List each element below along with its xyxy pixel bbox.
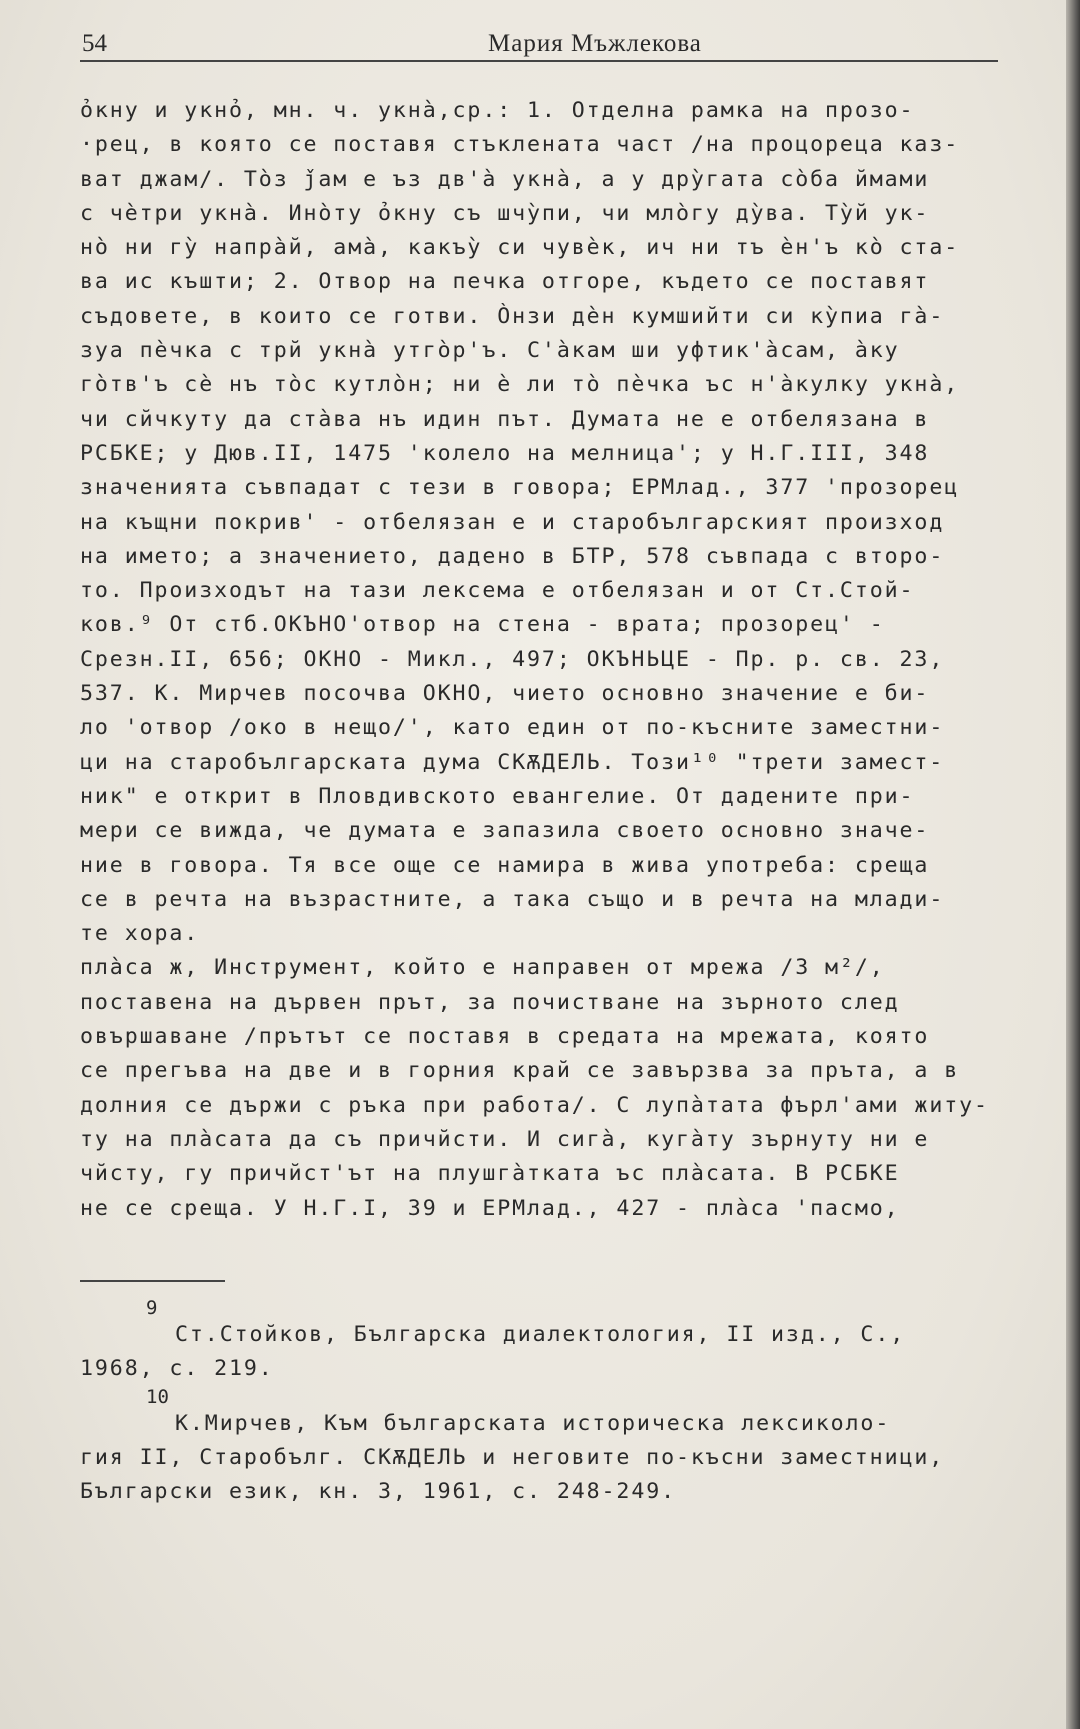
text-line: се в речта на възрастните, а така също и в речта на млади-: [80, 886, 945, 912]
running-title: Мария Мъжлекова: [488, 30, 702, 57]
text-line: ват джам/. Тòз ǰам е ъз дв'à укнà, а у дрỳгата сòба ймами: [80, 166, 930, 192]
text-line: плàса ж, Инструмент, който е направен от мрежа /3 м²/,: [80, 955, 885, 981]
page-header: [80, 26, 998, 62]
text-line: на името; а значението, дадено в БТР, 578 съвпада с второ-: [80, 543, 945, 569]
footnotes: [80, 1298, 1015, 1509]
text-line: то. Произходът на тази лексема е отбелязан и от Ст.Стой-: [80, 578, 915, 604]
text-line: ва ис къшти; 2. Отвор на печка отгоре, където се поставят: [80, 269, 930, 295]
text-line: гòтв'ъ сè нъ тòс кутлòн; ни è ли тò пèчка ъс н'àкулку укнà,: [80, 372, 960, 398]
footnote-line: гия II, Старобълг. СКѪДЕЛЬ и неговите по-късни заместници,: [80, 1444, 945, 1470]
text-line: с чèтри укнà. Инòту ỏкну съ шчỳпи, чи млòгу дỳва. Тỳй ук-: [80, 200, 930, 226]
dictionary-body-text: [80, 94, 1015, 1226]
text-line: ту на плàсата да съ причйсти. И сигà, кугàту зърнуту ни е: [80, 1126, 930, 1152]
text-line: не се среща. У Н.Г.I, 39 и ЕРМлад., 427 - плàса 'пасмо,: [80, 1195, 900, 1221]
text-line: съдовете, в които се готви. Òнзи дèн кумшийти си кỳпиа гà-: [80, 303, 945, 329]
text-line: ỏкну и укнỏ, мн. ч. укнà,ср.: 1. Отделна рамка на прозо-: [80, 98, 915, 123]
footnote-line: Български език, кн. 3, 1961, с. 248-249.: [80, 1479, 677, 1505]
footnote-line: Ст.Стойков, Българска диалектология, II изд., С.,: [175, 1322, 906, 1347]
text-line: чи сйчкуту да стàва нъ идин път. Думата не е отбелязана в: [80, 406, 930, 432]
text-line: зуа пèчка с трй укнà утгòр'ъ. С'àкам ши уфтик'àсам, àку: [80, 338, 900, 364]
text-line: Срезн.II, 656; ОКНО - Микл., 497; ОКЪНЬЦЕ - Пр. р. св. 23,: [80, 646, 945, 672]
text-line: поставена на дървен прът, за почистване на зърното след: [80, 989, 900, 1015]
footnote: [80, 1298, 1015, 1387]
text-line: ков.⁹ От стб.ОКЪНО'отвор на стена - врата; прозорец' -: [80, 612, 885, 638]
text-line: на къщни покрив' - отбелязан е и старобългарският произход: [80, 509, 945, 535]
text-line: нò ни гỳ напрàй, амà, какъỳ си чувèк, ич ни тъ èн'ъ кò ста-: [80, 235, 960, 261]
text-line: значенията съвпадат с тези в говора; ЕРМлад., 377 'прозорец: [80, 475, 960, 501]
footnote-divider: [80, 1280, 225, 1282]
footnote-line: К.Мирчев, Към българската историческа лексиколо-: [175, 1410, 891, 1436]
text-line: долния се държи с ръка при работа/. С лупàтата фърл'ами житу-: [80, 1092, 989, 1118]
page-number: 54: [82, 30, 107, 57]
text-line: ние в говора. Тя все още се намира в жива употреба: среща: [80, 852, 930, 878]
text-line: мери се вижда, че думата е запазила своето основно значе-: [80, 818, 930, 844]
footnote-number: 9: [146, 1297, 158, 1319]
footnote-number: 10: [146, 1385, 169, 1408]
text-line: ло 'отвор /око в нещо/', като един от по-късните заместни-: [80, 715, 945, 741]
text-line: 537. К. Мирчев посочва ОКНО, чието основно значение е би-: [80, 681, 930, 707]
text-line: чйсту, гу причйст'ът на плушгàтката ъс плàсата. В РСБКЕ: [80, 1161, 900, 1187]
text-line: ци на старобългарската дума СКѪДЕЛЬ. Този¹⁰ "трети замест-: [80, 749, 945, 775]
text-line: ·рец, в която се поставя стъклената част /на процореца каз-: [80, 132, 960, 158]
text-line: се прегъва на две и в горния край се завързва за пръта, а в: [80, 1058, 960, 1084]
page-edge-shadow: [1066, 0, 1080, 1729]
text-line: ник" е открит в Пловдивското евангелие. От дадените при-: [80, 783, 915, 809]
text-line: РСБКЕ; у Дюв.II, 1475 'колело на мелница'; у Н.Г.III, 348: [80, 440, 930, 466]
footnote-line: 1968, с. 219.: [80, 1356, 274, 1382]
text-line: овършаване /прътът се поставя в средата на мрежата, която: [80, 1024, 930, 1050]
footnote: [80, 1387, 1015, 1510]
text-line: те хора.: [80, 921, 200, 947]
